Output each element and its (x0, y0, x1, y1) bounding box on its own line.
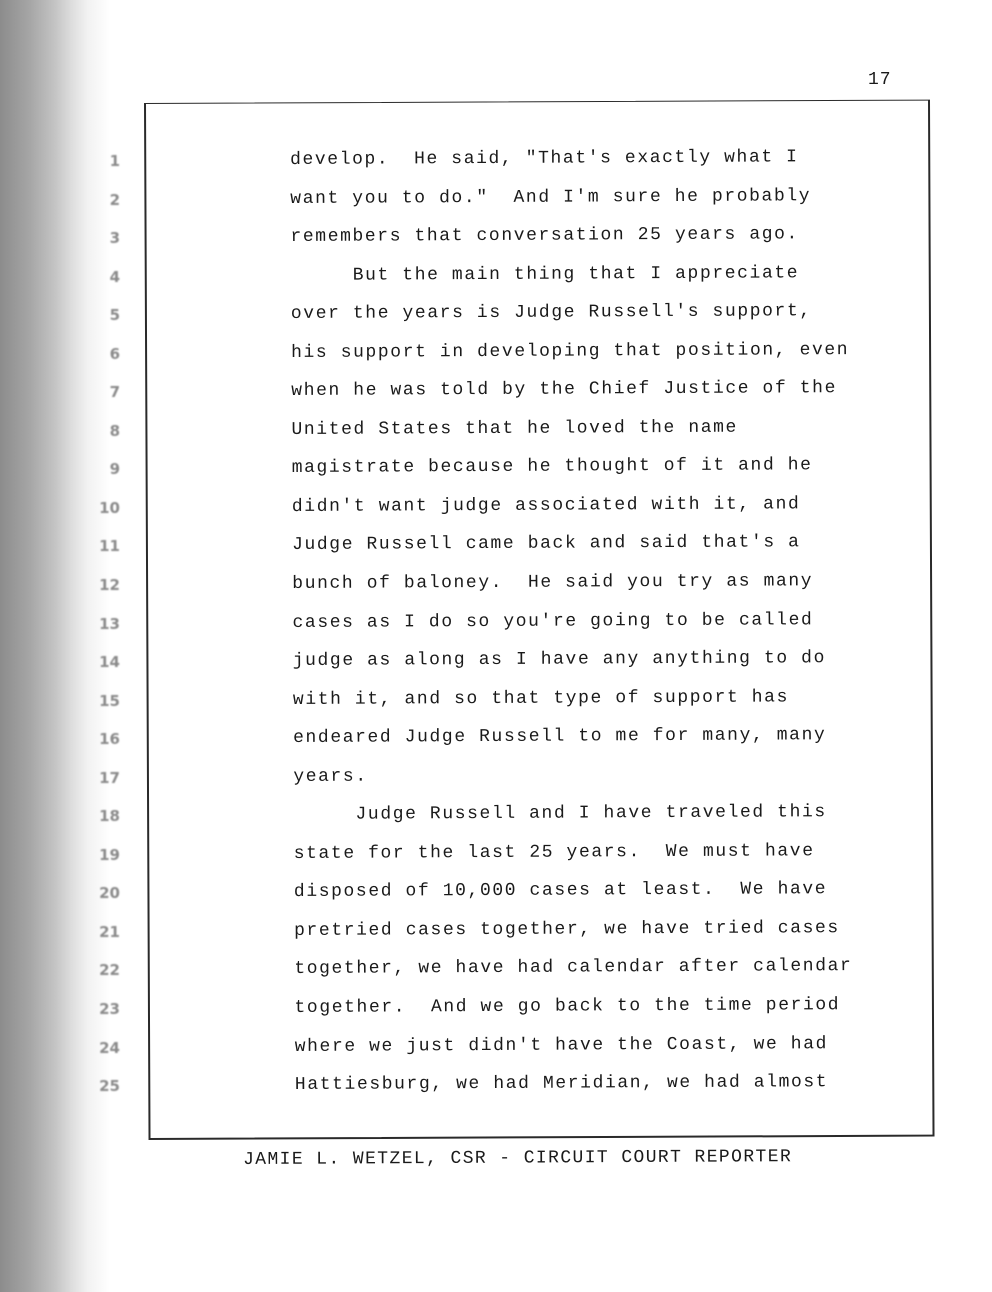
line-number: 22 (99, 961, 120, 980)
line-number: 17 (99, 768, 120, 787)
transcript-line: state for the last 25 years. We must have (293, 841, 815, 864)
transcript-line: disposed of 10,000 cases at least. We have (293, 879, 828, 903)
line-number: 18 (99, 807, 120, 826)
transcript-line: with it, and so that type of support has (292, 687, 790, 710)
line-number: 12 (99, 576, 120, 595)
line-number-column (80, 150, 120, 1114)
line-number: 21 (99, 922, 120, 941)
line-number: 8 (109, 421, 120, 440)
reporter-footer: JAMIE L. WETZEL, CSR - CIRCUIT COURT REPORTER (243, 1147, 793, 1170)
transcript-line: United States that he loved the name (291, 417, 738, 440)
line-number: 20 (99, 884, 120, 903)
transcript-line: pretried cases together, we have tried cases (294, 918, 840, 941)
page-number: 17 (868, 70, 892, 90)
transcript-line: cases as I do so you're going to be called (292, 609, 814, 633)
transcript-line: But the main thing that I appreciate (290, 262, 800, 286)
line-number: 9 (109, 460, 120, 479)
transcript-line: when he was told by the Chief Justice of the (291, 378, 838, 402)
line-number: 3 (109, 229, 120, 248)
transcript-line: together, we have had calendar after calendar (294, 956, 853, 980)
transcript-line: endeared Judge Russell to me for many, many (293, 725, 827, 749)
line-number: 2 (109, 190, 120, 209)
transcript-line: develop. He said, "That's exactly what I (290, 147, 799, 170)
line-number: 24 (99, 1038, 120, 1057)
transcript-line: want you to do." And I'm sure he probably (290, 185, 812, 209)
line-number: 19 (99, 845, 120, 864)
transcript-line: over the years is Judge Russell's support, (290, 301, 812, 325)
transcript-line: Hattiesburg, we had Meridian, we had almost (294, 1072, 829, 1096)
line-number: 15 (99, 691, 120, 710)
transcript-line: magistrate because he thought of it and he (291, 455, 813, 479)
line-number: 4 (109, 267, 120, 286)
line-number: 6 (109, 344, 120, 363)
line-number: 10 (99, 498, 120, 517)
transcript-body (290, 144, 915, 1111)
line-number: 1 (109, 152, 120, 170)
line-number: 13 (99, 614, 120, 633)
line-number: 11 (99, 537, 120, 556)
line-number: 5 (109, 306, 120, 325)
transcript-line: his support in developing that position, even (291, 339, 850, 363)
line-number: 25 (99, 1077, 120, 1096)
transcript-line: Judge Russell and I have traveled this (293, 802, 827, 826)
transcript-line: judge as along as I have any anything to do (292, 648, 827, 672)
transcript-line: together. And we go back to the time period (294, 995, 841, 1019)
transcript-line: bunch of baloney. He said you try as many (292, 571, 814, 595)
transcript-line: remembers that conversation 25 years ago. (290, 224, 800, 248)
line-number: 23 (99, 1000, 120, 1019)
line-number: 7 (109, 383, 120, 402)
line-number: 16 (99, 730, 120, 749)
transcript-line: didn't want judge associated with it, and (291, 494, 801, 517)
line-number: 14 (99, 653, 120, 672)
transcript-line: where we just didn't have the Coast, we had (294, 1033, 829, 1057)
transcript-line: Judge Russell came back and said that's a (292, 532, 801, 556)
transcript-line: years. (293, 766, 368, 787)
